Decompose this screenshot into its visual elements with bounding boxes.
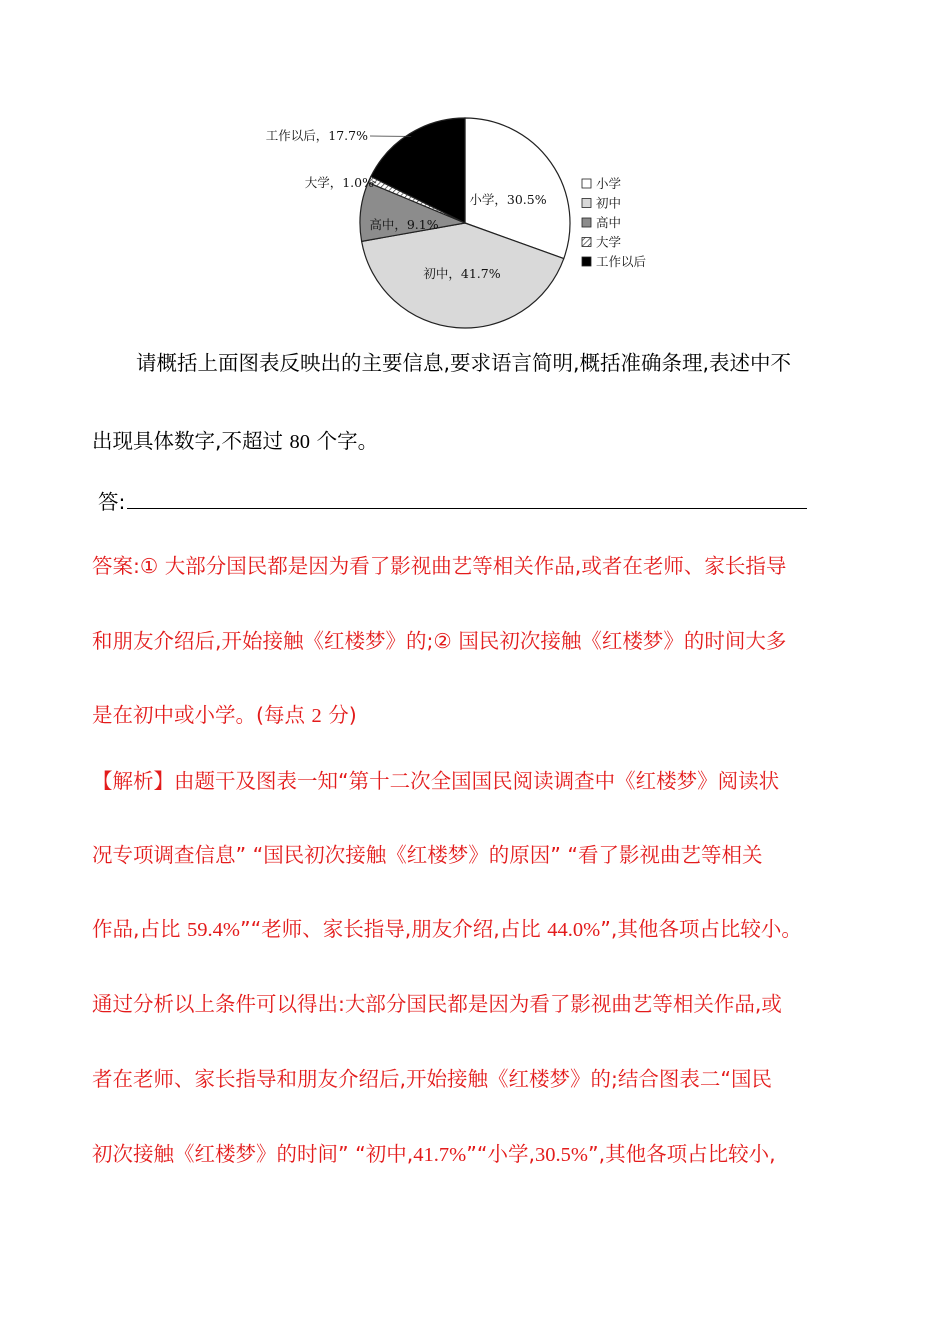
- analysis-text-6a: 初次接触《红楼梦》的时间” “初中,: [92, 1142, 414, 1166]
- analysis-line-1: [92, 764, 779, 794]
- analysis-text-5: 者在老师、家长指导和朋友介绍后,开始接触《红楼梦》的;结合图表二“国民: [92, 1067, 773, 1091]
- legend-swatch-4: [582, 257, 591, 266]
- legend-label-2: 高中: [596, 215, 622, 230]
- legend-swatch-3: [582, 238, 591, 247]
- answer-line-1: [92, 549, 786, 579]
- answer-line: [98, 485, 807, 515]
- analysis-line-2: [92, 838, 763, 868]
- answer-text-3b: 分): [321, 703, 357, 727]
- legend-label-3: 大学: [596, 234, 622, 250]
- analysis-percent-2: 44.0%: [547, 919, 601, 941]
- pie-label-3: 大学，1.0%: [304, 175, 374, 190]
- analysis-percent-1: 59.4%: [187, 919, 240, 941]
- analysis-line-4: [92, 987, 782, 1017]
- legend-label-1: 初中: [596, 195, 622, 211]
- answer-text-1: 答案:① 大部分国民都是因为看了影视曲艺等相关作品,或者在老师、家长指导: [92, 554, 787, 578]
- legend-swatch-0: [582, 179, 591, 188]
- analysis-line-5: [92, 1062, 772, 1092]
- legend-swatch-1: [582, 199, 591, 208]
- pie-label-4: 工作以后，17.7%: [265, 128, 368, 143]
- analysis-line-3: [92, 912, 802, 942]
- answer-text-2: 和朋友介绍后,开始接触《红楼梦》的;② 国民初次接触《红楼梦》的时间大多: [92, 629, 787, 653]
- analysis-text-6c: ”,其他各项占比较小,: [587, 1142, 776, 1166]
- pie-label-2: 高中，9.1%: [369, 217, 439, 232]
- analysis-percent-4: 30.5%: [535, 1144, 588, 1166]
- analysis-line-6: [92, 1137, 776, 1167]
- answer-text-3a: 是在初中或小学。(每点: [92, 703, 312, 727]
- analysis-text-3a: 作品,占比: [92, 917, 188, 941]
- analysis-text-4: 通过分析以上条件可以得出:大部分国民都是因为看了影视曲艺等相关作品,或: [92, 992, 782, 1016]
- analysis-text-6b: ”“小学,: [466, 1142, 535, 1166]
- pie-chart: [265, 118, 680, 328]
- question-line-1: [136, 346, 791, 376]
- question-text-2a: 出现具体数字,不超过: [92, 429, 290, 453]
- score-number: 2: [311, 705, 322, 727]
- answer-blank[interactable]: [127, 490, 807, 509]
- pie-label-0: 小学，30.5%: [469, 192, 547, 207]
- analysis-text-3c: ”,其他各项占比较小。: [600, 917, 802, 941]
- question-text-1: 请概括上面图表反映出的主要信息,要求语言简明,概括准确条理,表述中不: [136, 351, 792, 375]
- word-limit-number: 80: [289, 431, 311, 453]
- pie-label-1: 初中，41.7%: [423, 266, 501, 281]
- answer-label: 答:: [98, 490, 126, 514]
- legend-swatch-2: [582, 218, 591, 227]
- analysis-text-1: 【解析】由题干及图表一知“第十二次全国国民阅读调查中《红楼梦》阅读状: [92, 769, 780, 793]
- analysis-text-2: 况专项调查信息” “国民初次接触《红楼梦》的原因” “看了影视曲艺等相关: [92, 843, 763, 867]
- question-line-2: [92, 424, 378, 454]
- analysis-percent-3: 41.7%: [413, 1144, 467, 1166]
- question-text-2b: 个字。: [310, 429, 379, 453]
- legend-label-4: 工作以后: [596, 254, 647, 269]
- legend-label-0: 小学: [596, 176, 622, 191]
- analysis-text-3b: ”“老师、家长指导,朋友介绍,占比: [240, 917, 548, 941]
- answer-line-3: [92, 698, 357, 728]
- answer-line-2: [92, 624, 786, 654]
